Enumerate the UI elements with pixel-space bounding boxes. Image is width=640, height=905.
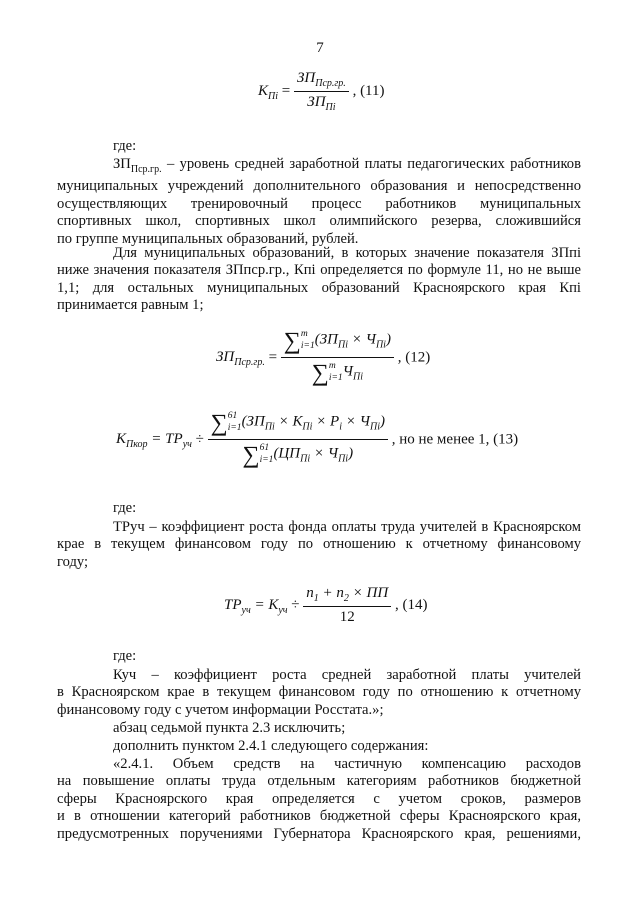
page-number: 7 [316, 40, 324, 56]
line-exclude-paragraph: абзац седьмой пункта 2.3 исключить; [113, 720, 346, 736]
formula-13-tag: , но не менее 1, (13) [391, 431, 519, 448]
where-label-1: где: [113, 138, 137, 154]
formula-12: $ЗП_{Пср.гр.}$ = ∑ m i=1 $(ЗП_{Пi} \times Ч_{Пi})$ ∑ m i=1 $Ч_{Пi}$ , (12) [216, 328, 431, 387]
formula-11-lhs: $K_{Пi}$ [258, 82, 279, 102]
definition-zp-group: $ЗП_{Пср.гр.}$ – уровень средней заработной платы педагогических работников муниципальных учреждений дополнительного образования и непосредственно осуществляющих тренировочный процесс работников муниципальных спортивных школ, спортивных школ олимпийского резерва, сложившийся по группе муниципальных образований, рублей. [57, 156, 581, 247]
formula-11: $K_{Пi}$ = $\frac{ЗП_{Пср.гр.}}{ЗП_{Пi}}$ , (11) [258, 70, 385, 113]
definition-kuch: Куч – коэффициент роста средней заработной платы учителей в Красноярском крае в текущем финансовом году по отношению к отчетному финансовому году с учетом информации Росстата.»; [57, 667, 581, 718]
formula-11-fraction: $\frac{ЗП_{Пср.гр.}}{ЗП_{Пi}}$ [294, 70, 349, 113]
formula-12-fraction: ∑ m i=1 $(ЗП_{Пi} \times Ч_{Пi})$ ∑ m i=1 $Ч_{Пi}$ [281, 328, 394, 388]
line-add-point: дополнить пунктом 2.4.1 следующего содержания: [113, 738, 429, 754]
definition-tr: ТРуч – коэффициент роста фонда оплаты труда учителей в Красноярском крае в текущем финансовом году по отношению к отчетному финансовому году; [57, 519, 581, 570]
formula-11-tag: , (11) [352, 82, 385, 99]
where-label-3: где: [113, 648, 137, 664]
where-label-2: где: [113, 500, 137, 516]
paragraph-2-4-1: «2.4.1. Объем средств на частичную компенсацию расходов на повышение оплаты труда отдельным категориям работников бюджетной сферы Красноярского края определяется с учетом сроков, размеров и в отношении категорий работников бюджетной сферы Красноярского края, предусмотренных поручениями Губернатора Красноярского края, решениями, [57, 756, 581, 842]
def-1-symbol: $ЗП_{Пср.гр.}$ [113, 156, 162, 175]
formula-14-tag: , (14) [394, 596, 428, 613]
paragraph-municipal: Для муниципальных образований, в которых значение показателя ЗПпi ниже значения показателя ЗПпср.гр., Кпi определяется по формуле 11, но не выше 1,1; для остальных муниципальных образований Красноярского края Кпi принимается равным 1; [57, 245, 581, 314]
formula-13: $K_{Пкор} = ТР_{уч}$ ÷ ∑ 61 i=1 $(ЗП_{Пi} \times К_{Пi} \times Р_i \times Ч_{Пi})$ ∑ 61 i=1 $(ЦП_{Пi} \times Ч_{Пi})$ , но не менее 1, (13) [116, 410, 519, 469]
formula-12-tag: , (12) [397, 349, 431, 366]
formula-14: $ТР_{уч} = К_{уч}$ ÷ $\frac{n_1 + n_2 \times ПП}{12}$ , (14) [224, 585, 428, 625]
formula-13-fraction: ∑ 61 i=1 $(ЗП_{Пi} \times К_{Пi} \times Р_i \times Ч_{Пi})$ ∑ 61 i=1 $(ЦП_{Пi} \times Ч_{Пi})$ [208, 410, 388, 470]
formula-14-fraction: $\frac{n_1 + n_2 \times ПП}{12}$ [303, 585, 391, 626]
